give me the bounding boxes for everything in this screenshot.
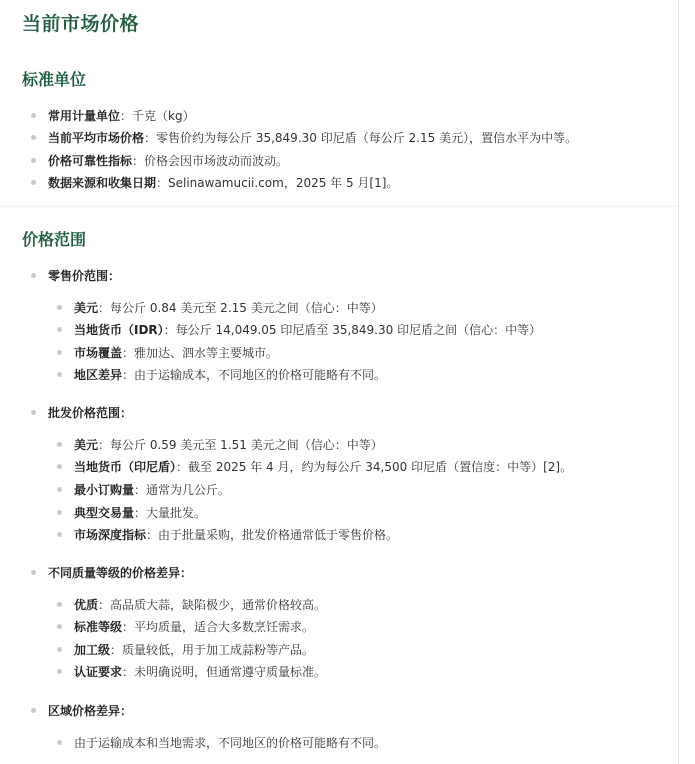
item-text: ：零售价约为每公斤 35,849.30 印尼盾（每公斤 2.15 美元），置信水平为中等。 [144,131,578,145]
item-text: ：千克（kg） [120,109,195,123]
list-item-wholesale-moq [74,482,230,498]
page-title: 当前市场价格 [22,13,140,35]
item-label: 市场覆盖 [74,346,123,360]
item-text: ：每公斤 0.59 美元至 1.51 美元之间（信心：中等） [98,438,383,452]
item-text: ：雅加达、泗水等主要城市。 [122,346,279,360]
list-item-quality-standard [74,619,314,635]
item-text: ：质量较低，用于加工成蒜粉等产品。 [110,643,315,657]
list-item-regional-note [74,735,386,751]
quality-colon: ： [180,566,193,580]
list-item-retail-regional [74,367,386,383]
sublist-label-retail [48,268,120,284]
item-label: 常用计量单位 [48,109,121,123]
item-label: 标准等级 [74,620,123,634]
item-text: ：每公斤 0.84 美元至 2.15 美元之间（信心：中等） [98,301,383,315]
item-text: ：截至 2025 年 4 月，约为每公斤 34,500 印尼盾（置信度：中等）[2]。 [176,460,573,474]
section-heading-standard-unit: 标准单位 [22,70,87,89]
list-item-quality-certification [74,664,326,680]
quality-label: 不同质量等级的价格差异 [48,566,181,580]
section-divider [0,206,679,207]
retail-label: 零售价范围 [48,269,109,283]
item-label: 加工级 [74,643,111,657]
item-text: ：通常为几公斤。 [134,483,231,497]
item-text: ：每公斤 14,049.05 印尼盾至 35,849.30 印尼盾之间（信心：中等） [163,323,542,337]
list-item-data-source [48,175,398,191]
list-item-average-price [48,130,577,146]
item-text: ：Selinawamucii.com，2025 年 5 月[1]。 [156,176,399,190]
list-item-wholesale-usd [74,437,383,453]
item-label: 当地货币（IDR） [74,323,164,337]
list-item-quality-premium [74,597,326,613]
list-item-wholesale-idr [74,459,572,475]
regional-colon: ： [120,704,133,718]
sublist-label-quality [48,565,192,581]
list-item-retail-coverage [74,345,278,361]
item-text: 由于运输成本和当地需求，不同地区的价格可能略有不同。 [74,736,387,750]
list-item-wholesale-volume [74,505,206,521]
item-label: 优质 [74,598,99,612]
item-text: ：价格会因市场波动而波动。 [132,154,289,168]
item-text: ：由于批量采购，批发价格通常低于零售价格。 [146,528,399,542]
sublist-label-wholesale [48,405,132,421]
item-label: 当前平均市场价格 [48,131,145,145]
item-text: ：未明确说明，但通常遵守质量标准。 [122,665,327,679]
list-item-reliability [48,153,288,169]
item-label: 典型交易量 [74,506,135,520]
item-label: 价格可靠性指标 [48,154,133,168]
item-label: 当地货币（印尼盾） [74,460,177,474]
item-label: 美元 [74,301,99,315]
sublist-label-regional [48,703,132,719]
list-item-unit [48,108,195,124]
list-item-quality-processing [74,642,314,658]
wholesale-colon: ： [120,406,133,420]
regional-label: 区域价格差异 [48,704,121,718]
retail-colon: ： [108,269,121,283]
list-item-retail-idr [74,322,541,338]
wholesale-label: 批发价格范围 [48,406,121,420]
item-text: ：大量批发。 [134,506,207,520]
list-item-wholesale-depth [74,527,398,543]
section-heading-price-range: 价格范围 [22,230,87,249]
item-text: ：平均质量，适合大多数烹饪需求。 [122,620,315,634]
item-text: ：高品质大蒜，缺陷极少，通常价格较高。 [98,598,327,612]
item-label: 数据来源和收集日期 [48,176,157,190]
list-item-retail-usd [74,300,383,316]
item-text: ：由于运输成本，不同地区的价格可能略有不同。 [122,368,387,382]
item-label: 美元 [74,438,99,452]
item-label: 地区差异 [74,368,123,382]
item-label: 市场深度指标 [74,528,147,542]
item-label: 认证要求 [74,665,123,679]
item-label: 最小订购量 [74,483,135,497]
